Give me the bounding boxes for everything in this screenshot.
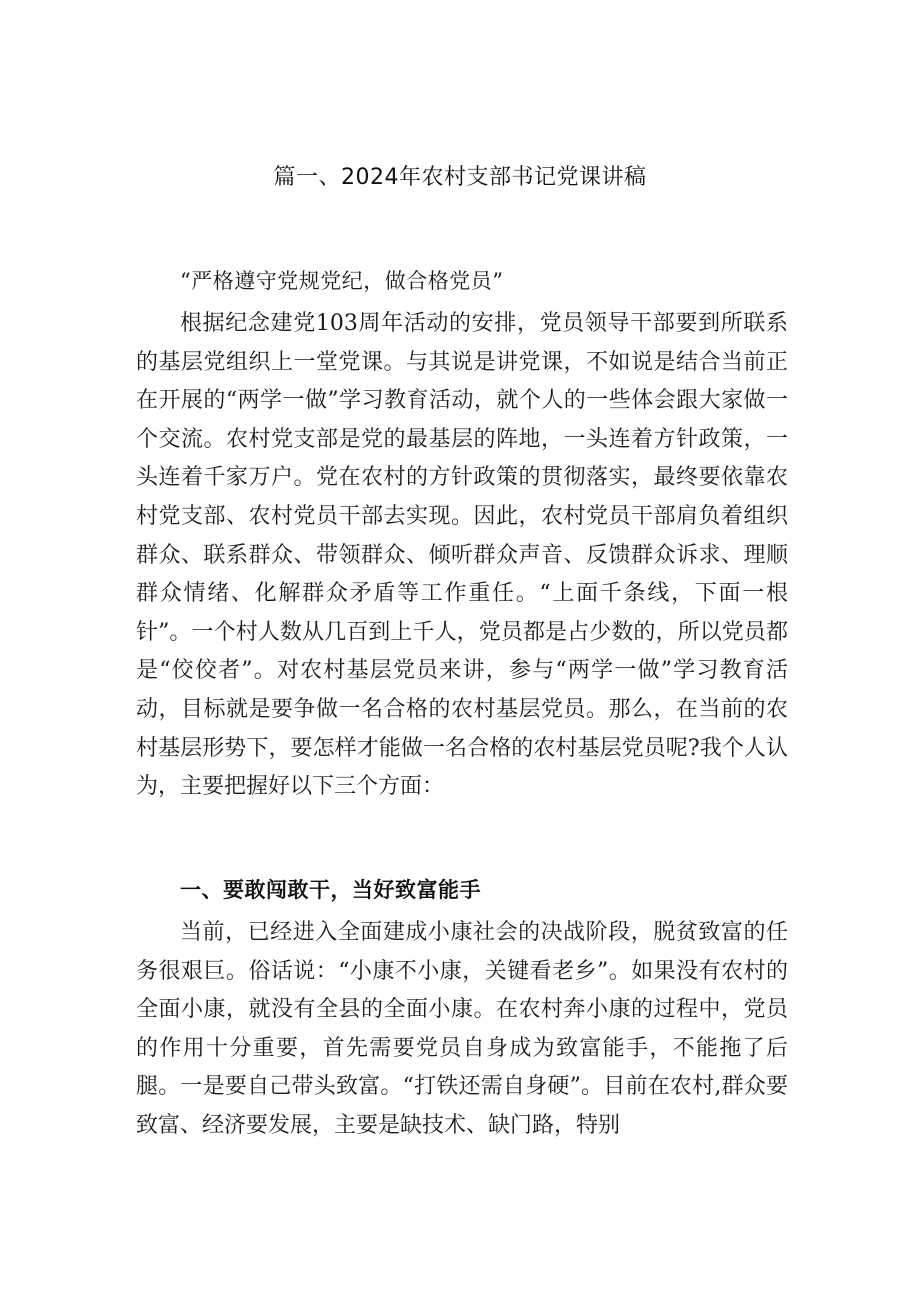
- body-paragraph-2: 当前，已经进入全面建成小康社会的决战阶段，脱贫致富的任务很艰巨。俗话说：“小康不小康，关键看老乡”。如果没有农村的全面小康，就没有全县的全面小康。在农村奔小康的过程中，党员的作用十分重要，首先需要党员自身成为致富能手，不能拖了后腿。一是要自己带头致富。“打铁还需自身硬”。目前在农村,群众要致富、经济要发展，主要是缺技术、缺门路，特别: [136, 920, 788, 1138]
- body-paragraph-1: 根据纪念建党103周年活动的安排，党员领导干部要到所联系的基层党组织上一堂党课。与其说是讲党课，不如说是结合当前正在开展的“两学一做”学习教育活动，就个人的一些体会跟大家做一个交流。农村党支部是党的最基层的阵地，一头连着方针政策，一头连着千家万户。党在农村的方针政策的贯彻落实，最终要依靠农村党支部、农村党员干部去实现。因此，农村党员干部肩负着组织群众、联系群众、带领群众、倾听群众声音、反馈群众诉求、理顺群众情绪、化解群众矛盾等工作重任。“上面千条线，下面一根针”。一个村人数从几百到上千人，党员都是占少数的，所以党员都是“佼佼者”。对农村基层党员来讲，参与“两学一做”学习教育活动，目标就是要争做一名合格的农村基层党员。那么，在当前的农村基层形势下，要怎样才能做一名合格的农村基层党员呢?我个人认为，主要把握好以下三个方面：: [136, 311, 788, 800]
- body-paragraph-1-container: [136, 305, 788, 807]
- document-title: 篇一、2024年农村支部书记党课讲稿: [273, 165, 647, 190]
- document-subtitle: “严格遵守党规党纪，做合格党员”: [180, 269, 504, 293]
- body-paragraph-2-container: [136, 914, 788, 1146]
- section-heading-1: 一、要敢闯敢干，当好致富能手: [180, 878, 481, 902]
